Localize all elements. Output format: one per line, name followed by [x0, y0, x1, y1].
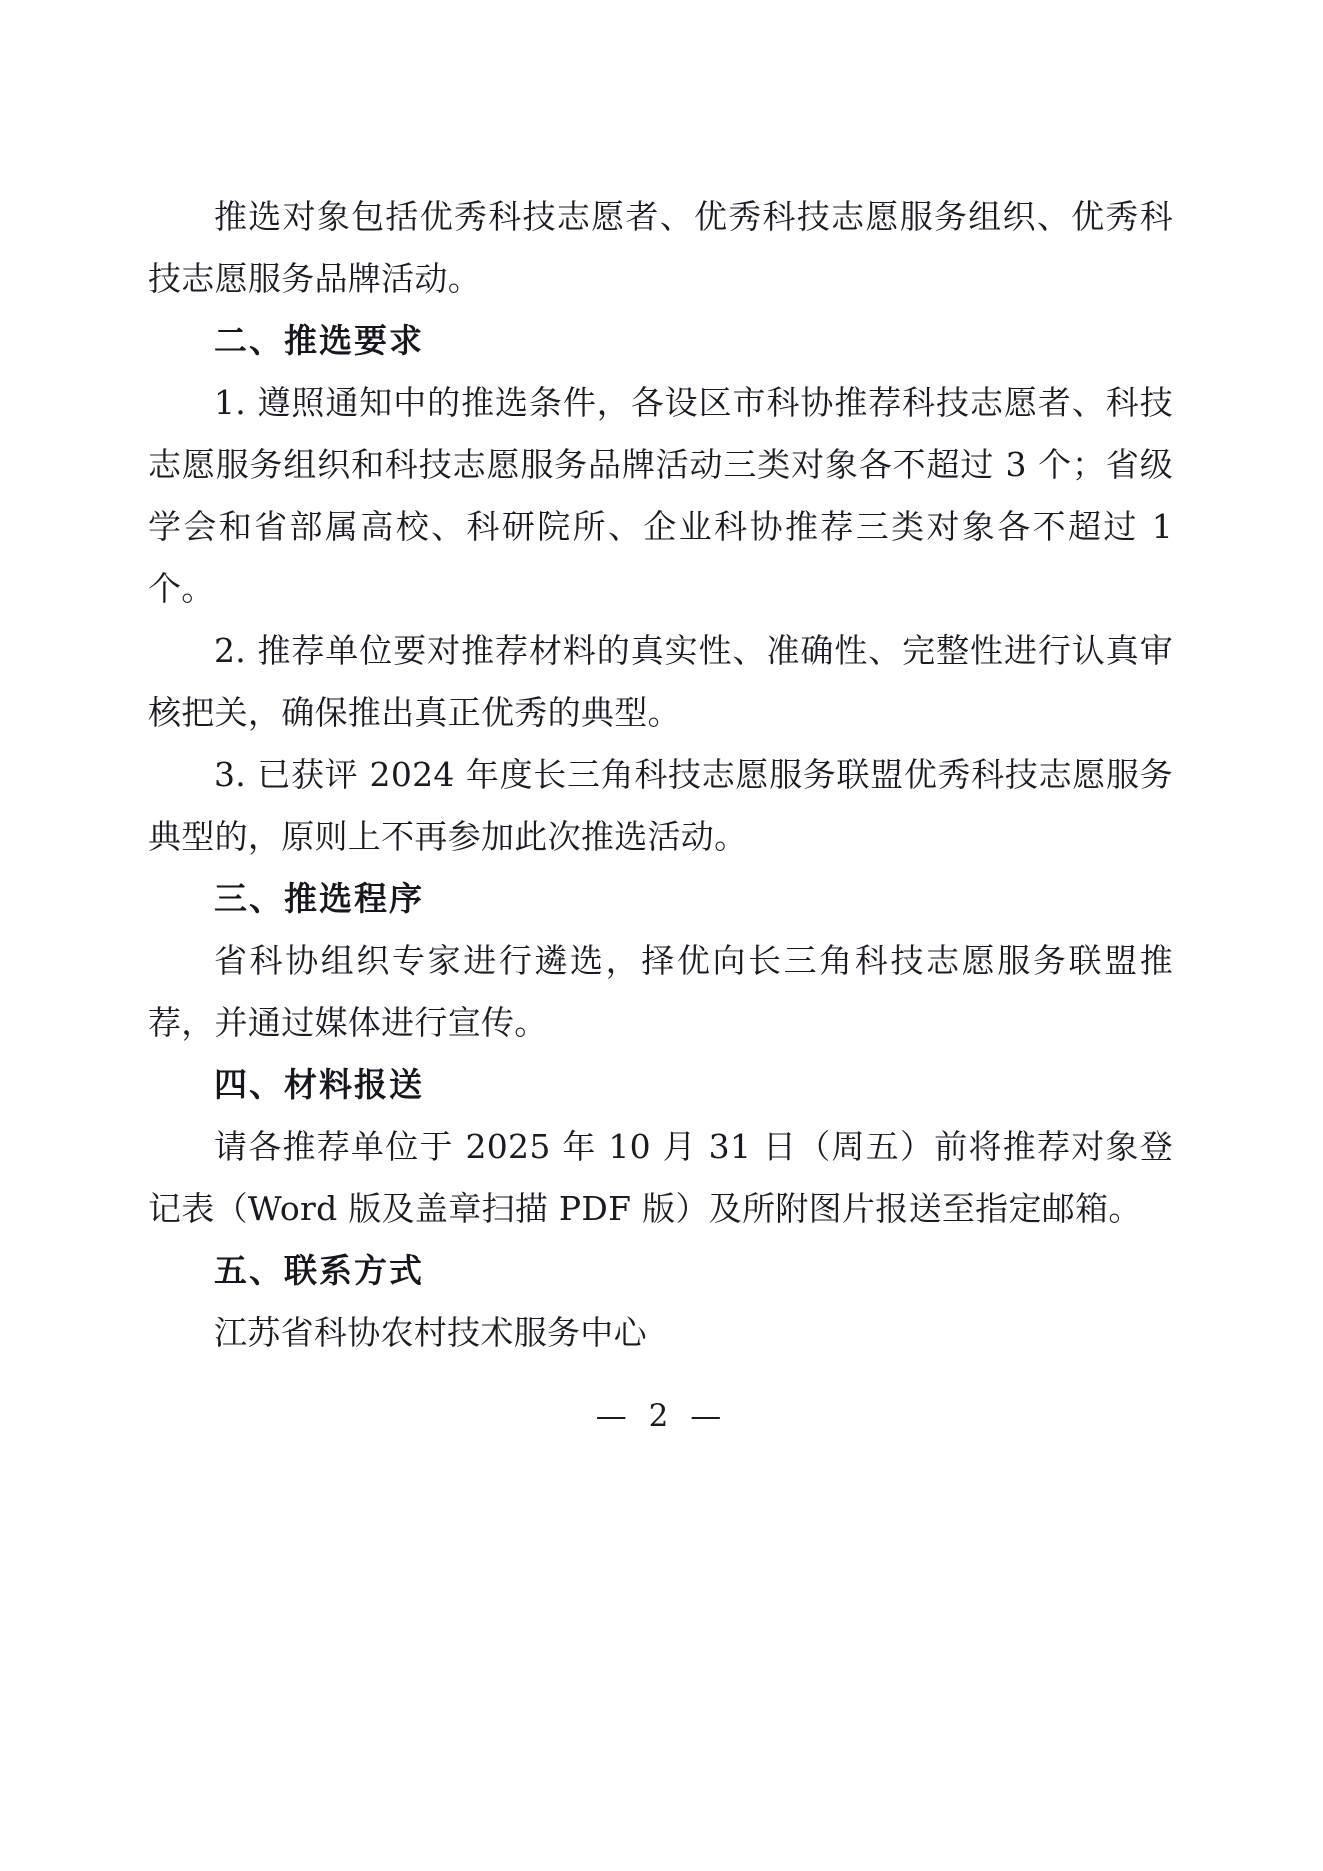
paragraph-scope: 推选对象包括优秀科技志愿者、优秀科技志愿服务组织、优秀科技志愿服务品牌活动。: [148, 197, 1173, 298]
page-footer: [0, 1398, 1323, 1434]
document-body: [148, 186, 1173, 1364]
section-heading-contact: 五、联系方式: [214, 1251, 424, 1290]
section-heading-requirements: 二、推选要求: [214, 321, 424, 360]
page-number: — 2 —: [595, 1398, 728, 1434]
paragraph-requirement-1: 1. 遵照通知中的推选条件，各设区市科协推荐科技志愿者、科技志愿服务组织和科技志愿服务品牌活动三类对象各不超过 3 个；省级学会和省部属高校、科研院所、企业科协推荐三类对象各不超过 1 个。: [148, 383, 1173, 608]
paragraph-contact: 江苏省科协农村技术服务中心: [214, 1313, 647, 1352]
paragraph-procedure: 省科协组织专家进行遴选，择优向长三角科技志愿服务联盟推荐，并通过媒体进行宣传。: [148, 941, 1173, 1042]
paragraph-requirement-2: 2. 推荐单位要对推荐材料的真实性、准确性、完整性进行认真审核把关，确保推出真正优秀的典型。: [148, 631, 1173, 732]
section-heading-submission: 四、材料报送: [214, 1065, 424, 1104]
paragraph-submission: 请各推荐单位于 2025 年 10 月 31 日（周五）前将推荐对象登记表（Word 版及盖章扫描 PDF 版）及所附图片报送至指定邮箱。: [148, 1127, 1173, 1228]
paragraph-requirement-3: 3. 已获评 2024 年度长三角科技志愿服务联盟优秀科技志愿服务典型的，原则上不再参加此次推选活动。: [148, 755, 1173, 856]
section-heading-procedure: 三、推选程序: [214, 879, 424, 918]
